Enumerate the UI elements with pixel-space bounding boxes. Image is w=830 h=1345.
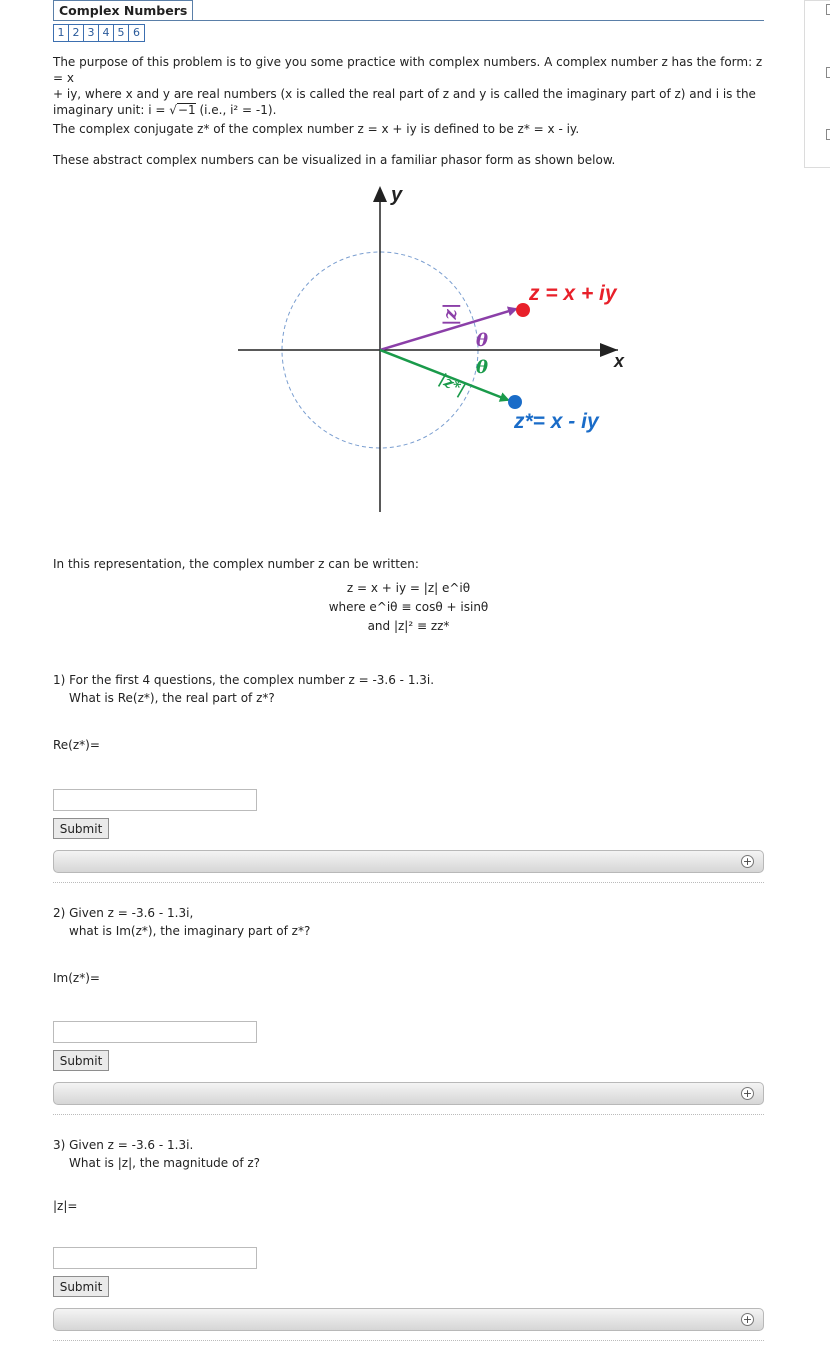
magnitude-z-label: |z|	[440, 302, 461, 326]
problem-title: Complex Numbers	[53, 0, 193, 20]
z-conjugate-point	[508, 395, 522, 409]
question-1-prompt: What is Re(z*), the real part of z*?	[69, 691, 275, 705]
phasor-paragraph: These abstract complex numbers can be visualized in a familiar phasor form as shown below.	[53, 153, 616, 167]
z-point	[516, 303, 530, 317]
problem-title-bar	[53, 0, 764, 21]
equation-3: and |z|² ≡ zz*	[367, 619, 450, 633]
side-panel	[804, 0, 830, 168]
part-tab-5[interactable]: 5	[114, 25, 129, 41]
question-1	[53, 671, 434, 707]
submit-2-button[interactable]: Submit	[53, 1050, 109, 1071]
conjugate-paragraph: The complex conjugate z* of the complex number z = x + iy is defined to be z* = x - iy.	[53, 122, 580, 136]
submit-1-button[interactable]: Submit	[53, 818, 109, 839]
intro-line-3-text: imaginary unit: i =	[53, 103, 170, 117]
question-1-text: 1) For the first 4 questions, the complex number z = -3.6 - 1.3i.	[53, 673, 435, 687]
sqrt-radicand: −1	[177, 103, 196, 117]
intro-line-3: imaginary unit: i = √−1 (i.e., i² = -1).	[53, 103, 277, 117]
zstar-equation-label: z*= x - iy	[514, 410, 599, 433]
part-tab-2[interactable]: 2	[69, 25, 84, 41]
side-checkbox-3[interactable]	[826, 129, 830, 140]
question-3	[53, 1136, 260, 1172]
x-axis-label: x	[614, 351, 625, 371]
equation-2: where e^iθ ≡ cosθ + isinθ	[328, 600, 489, 614]
feedback-3-bar[interactable]	[53, 1308, 764, 1331]
intro-line-2: + iy, where x and y are real numbers (x is called the real part of z and y is called the imaginary part of z) and i is the	[53, 87, 756, 101]
intro-line-1: The purpose of this problem is to give you some practice with complex numbers. A complex number z has the form: z = x	[53, 55, 763, 85]
intro-paragraph	[53, 54, 764, 118]
y-axis-arrow-icon	[373, 186, 387, 202]
part-navigation	[53, 24, 145, 42]
problem-main	[53, 0, 764, 1326]
equation-1: z = x + iy = |z| e^iθ	[346, 581, 471, 595]
answer-3-label: |z|=	[53, 1199, 78, 1213]
part-tab-6[interactable]: 6	[133, 26, 140, 39]
side-checkbox-1[interactable]	[826, 4, 830, 15]
answer-1-input[interactable]	[53, 789, 257, 811]
feedback-2-bar[interactable]	[53, 1082, 764, 1105]
answer-2-input[interactable]	[53, 1021, 257, 1043]
divider-2	[53, 1114, 764, 1115]
z-equation-label: z = x + iy	[529, 282, 617, 305]
y-axis-label: y	[391, 184, 403, 206]
part-tab-1[interactable]: 1	[54, 25, 69, 41]
submit-3-button[interactable]: Submit	[53, 1276, 109, 1297]
question-3-prompt: What is |z|, the magnitude of z?	[69, 1156, 261, 1170]
theta-label-zstar: θ	[476, 357, 489, 378]
divider-3	[53, 1340, 764, 1341]
magnitude-zstar-label: |z*|	[436, 369, 469, 400]
part-tab-3[interactable]: 3	[84, 25, 99, 41]
feedback-1-bar[interactable]	[53, 850, 764, 873]
phasor-diagram	[238, 182, 638, 517]
question-2-text: 2) Given z = -3.6 - 1.3i,	[53, 906, 194, 920]
intro-line-3-tail: (i.e., i² = -1).	[195, 103, 277, 117]
question-3-text: 3) Given z = -3.6 - 1.3i.	[53, 1138, 194, 1152]
part-tab-4[interactable]: 4	[99, 25, 114, 41]
representation-intro: In this representation, the complex number z can be written:	[53, 557, 419, 571]
expand-feedback-1-icon[interactable]: +	[742, 855, 753, 868]
side-checkbox-2[interactable]	[826, 67, 830, 78]
theta-label-z: θ	[476, 330, 489, 351]
divider-1	[53, 882, 764, 883]
expand-feedback-2-icon[interactable]: +	[742, 1087, 753, 1100]
question-2	[53, 904, 310, 940]
answer-1-label: Re(z*)=	[53, 738, 100, 752]
question-2-prompt: what is Im(z*), the imaginary part of z*?	[69, 924, 311, 938]
expand-feedback-3-icon[interactable]: +	[742, 1313, 753, 1326]
answer-3-input[interactable]	[53, 1247, 257, 1269]
answer-2-label: Im(z*)=	[53, 971, 100, 985]
